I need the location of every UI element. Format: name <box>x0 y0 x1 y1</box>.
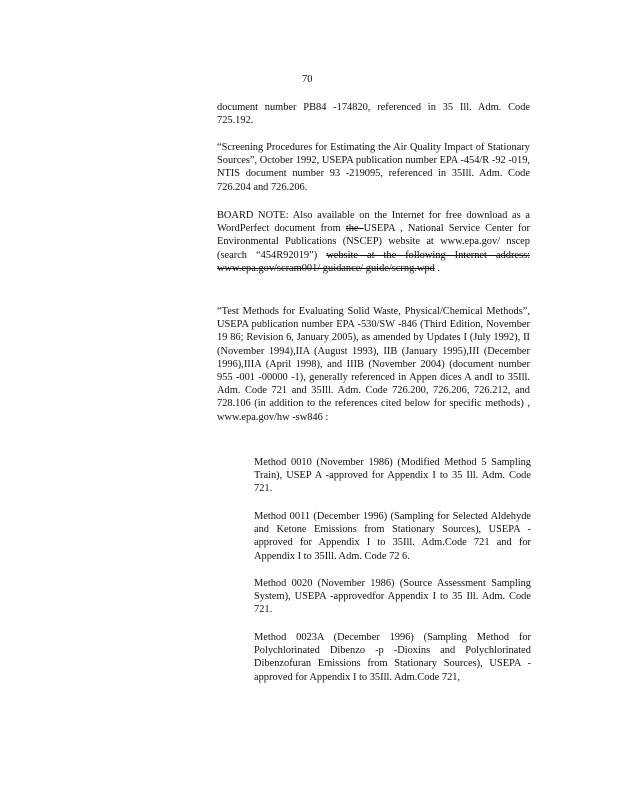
paragraph-text: document number PB84 -174820, referenced in 35 Ill. Adm. Code 725.192. <box>217 102 530 127</box>
method-0011-entry <box>254 510 531 563</box>
board-note-text <box>217 209 530 275</box>
method-text: Method 0020 (November 1986) (Source Assessment Sampling System), USEPA -approvedfor Appendix I to 35 Ill. Adm. Code 721. <box>254 578 531 616</box>
board-note-part: USEPA , National Service Center for Environmental Publications (NSCEP) website at www.epa.gov/ nscep (search “454R92019”) <box>217 223 531 261</box>
method-0010-entry <box>254 456 531 496</box>
paragraph-screening-procedures <box>217 141 530 194</box>
struck-text: the <box>345 223 364 235</box>
method-0020-entry <box>254 577 531 617</box>
board-note-part: . <box>434 262 440 274</box>
paragraph-text: “Screening Procedures for Estimating the Air Quality Impact of Stationary Sources”, October 1992, USEPA publication number EPA -454/R -92 -019, NTIS document number 93 -219095, referenced in 35Ill. Adm. Code 726.204 and 726.206. <box>217 142 530 193</box>
paragraph-board-note <box>217 209 530 275</box>
paragraph-pb84-reference <box>217 101 530 127</box>
method-text: Method 0023A (December 1996) (Sampling Method for Polychlorinated Dibenzo -p -Dioxins and Polychlorinated Dibenzofuran Emissions from Stationary Sources), USEPA -approved for Appendix I to 35Ill. Adm.Code 721, <box>254 632 531 683</box>
method-text: Method 0010 (November 1986) (Modified Method 5 Sampling Train), USEP A -approved for Appendix I to 35 Ill. Adm. Code 721. <box>254 457 531 495</box>
paragraph-text: “Test Methods for Evaluating Solid Waste, Physical/Chemical Methods”, USEPA publication number EPA -530/SW -846 (Third Edition, November 19 86; Revision 6, January 2005), as amended by Updates I (July 1992), II (November 1994),IIA (August 1993), IIB (January 1995),III (December 1996),IIIA (April 1998), and IIIB (November 2004) (document number 955 -001 -00000 -1), generally referenced in Appen dices A andI to 35Ill. Adm. Code 721 and 35Ill. Adm. Code 726.200, 726.206, 726.212, and 728.106 (in addition to the references cited below for specific methods) , www.epa.gov/hw -sw846 : <box>217 306 530 423</box>
paragraph-test-methods <box>217 305 530 424</box>
method-text: Method 0011 (December 1996) (Sampling for Selected Aldehyde and Ketone Emissions from Stationary Sources), USEPA -approved for Appendix I to 35Ill. Adm.Code 721 and for Appendix I to 35Ill. Adm. Code 72 6. <box>254 511 531 562</box>
board-note-part: BOARD NOTE: Also available on the Internet for free download as a WordPerfect document from <box>217 210 530 235</box>
method-0023a-entry <box>254 631 531 684</box>
struck-text: website at the following Internet address: www.epa.gov/scram001/ guidance/ guide/scrng.wpd <box>217 249 531 274</box>
page-number: 70 <box>302 74 313 85</box>
